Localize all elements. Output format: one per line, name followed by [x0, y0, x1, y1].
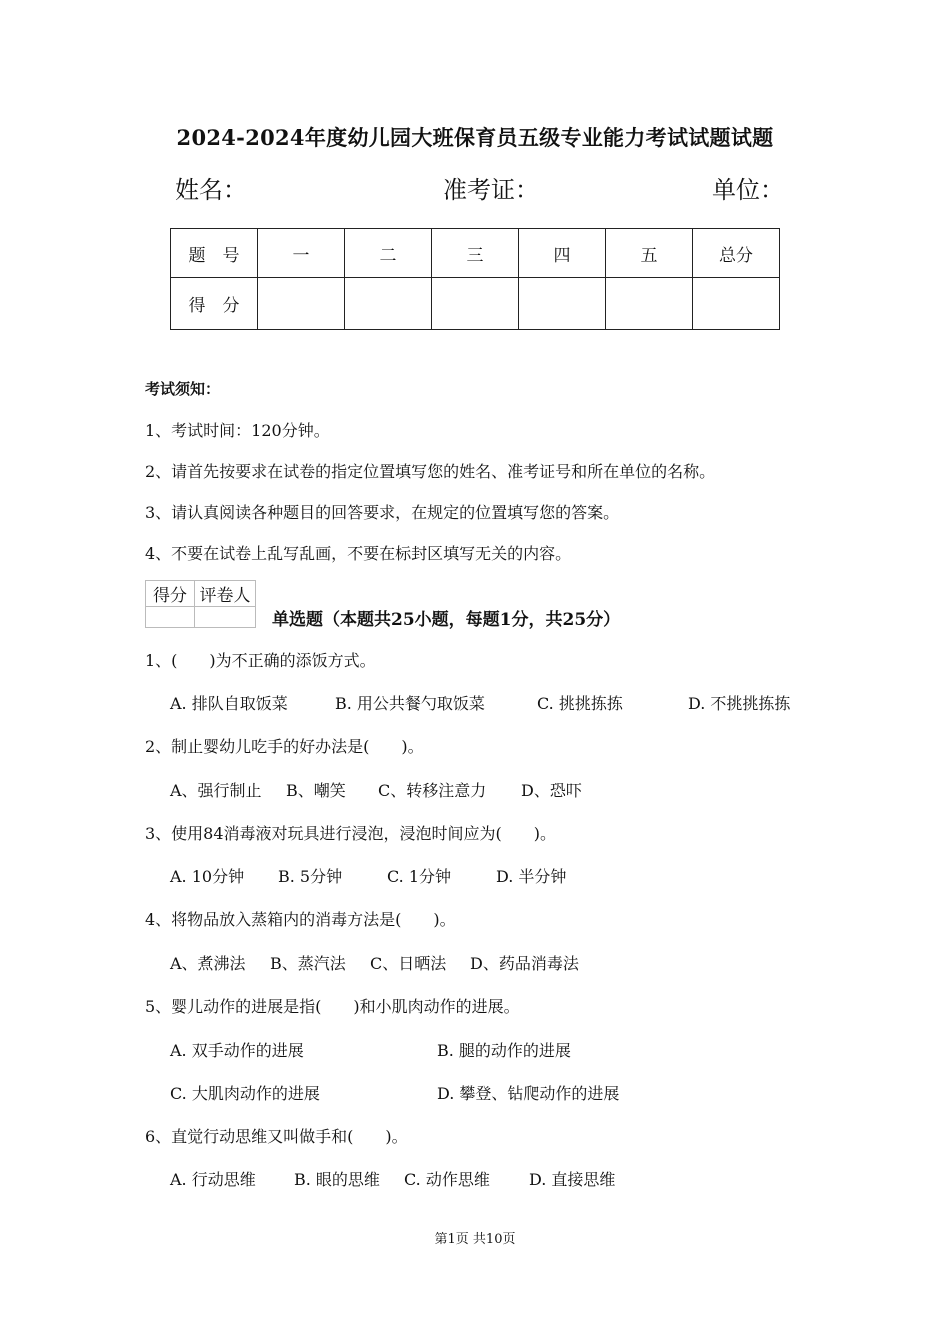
option-c: C、日晒法: [370, 954, 447, 973]
score-table: [170, 228, 780, 330]
option-a: A、强行制止: [170, 781, 262, 800]
page-title: 2024-2024年度幼儿园大班保育员五级专业能力考试试题试题: [176, 125, 774, 150]
option-d: D. 攀登、钻爬动作的进展: [437, 1084, 620, 1103]
grader-box: [145, 580, 256, 628]
score-entry-cell[interactable]: [693, 278, 780, 330]
score-table-header-cell: 题 号: [171, 229, 258, 278]
option-b: B、蒸汽法: [270, 954, 346, 973]
score-table-header-cell: 四: [519, 229, 606, 278]
grader-score-cell[interactable]: [146, 607, 195, 628]
option-b: B. 用公共餐勺取饭菜: [335, 694, 485, 713]
question-stem: 6、直觉行动思维又叫做手和( )。: [145, 1127, 408, 1146]
score-entry-cell[interactable]: [606, 278, 693, 330]
score-entry-cell[interactable]: [432, 278, 519, 330]
notice-item: 4、不要在试卷上乱写乱画，不要在标封区填写无关的内容。: [145, 544, 572, 563]
option-b: B、嘲笑: [286, 781, 346, 800]
score-table-header-cell: 一: [258, 229, 345, 278]
unit-field-label: 单位：: [712, 176, 784, 204]
page-footer: 第1页 共10页: [434, 1232, 516, 1247]
score-table-header-cell: 五: [606, 229, 693, 278]
option-d: D、药品消毒法: [470, 954, 579, 973]
option-c: C. 动作思维: [404, 1170, 490, 1189]
option-c: C. 1分钟: [387, 867, 452, 886]
notice-item: 3、请认真阅读各种题目的回答要求，在规定的位置填写您的答案。: [145, 503, 620, 522]
option-d: D. 直接思维: [529, 1170, 616, 1189]
option-d: D. 不挑挑拣拣: [688, 694, 791, 713]
question-stem: 3、使用84消毒液对玩具进行浸泡，浸泡时间应为( )。: [145, 824, 557, 843]
option-d: D. 半分钟: [496, 867, 567, 886]
option-b: B. 腿的动作的进展: [437, 1041, 571, 1060]
score-entry-cell[interactable]: [345, 278, 432, 330]
score-table-header-cell: 三: [432, 229, 519, 278]
score-table-header-cell: 总分: [693, 229, 780, 278]
option-b: B. 5分钟: [278, 867, 343, 886]
score-table-header-row: [171, 229, 780, 278]
question-stem: 5、婴儿动作的进展是指( )和小肌肉动作的进展。: [145, 997, 520, 1016]
option-b: B. 眼的思维: [294, 1170, 380, 1189]
question-stem: 4、将物品放入蒸箱内的消毒方法是( )。: [145, 910, 456, 929]
grader-score-label: 得分: [146, 581, 195, 607]
grader-name-label: 评卷人: [195, 581, 256, 607]
name-field-label: 姓名：: [175, 176, 247, 204]
option-c: C. 挑挑拣拣: [537, 694, 623, 713]
score-entry-cell[interactable]: [519, 278, 606, 330]
option-c: C、转移注意力: [378, 781, 487, 800]
question-stem: 1、( )为不正确的添饭方式。: [145, 651, 376, 670]
option-d: D、恐吓: [521, 781, 582, 800]
score-table-header-cell: 二: [345, 229, 432, 278]
option-a: A. 行动思维: [170, 1170, 256, 1189]
option-a: A. 排队自取饭菜: [170, 694, 288, 713]
option-c: C. 大肌肉动作的进展: [170, 1084, 320, 1103]
grader-name-cell[interactable]: [195, 607, 256, 628]
section-title: 单选题（本题共25小题，每题1分，共25分）: [272, 610, 621, 630]
option-a: A. 10分钟: [170, 867, 245, 886]
notice-item: 1、考试时间：120分钟。: [145, 421, 330, 440]
exam-id-field-label: 准考证：: [443, 176, 539, 204]
score-entry-cell[interactable]: [258, 278, 345, 330]
question-stem: 2、制止婴幼儿吃手的好办法是( )。: [145, 737, 424, 756]
option-a: A. 双手动作的进展: [170, 1041, 304, 1060]
notice-item: 2、请首先按要求在试卷的指定位置填写您的姓名、准考证号和所在单位的名称。: [145, 462, 716, 481]
notice-heading: 考试须知：: [145, 380, 221, 398]
option-a: A、煮沸法: [170, 954, 246, 973]
score-table-score-row: [171, 278, 780, 330]
score-row-label: 得 分: [171, 278, 258, 330]
